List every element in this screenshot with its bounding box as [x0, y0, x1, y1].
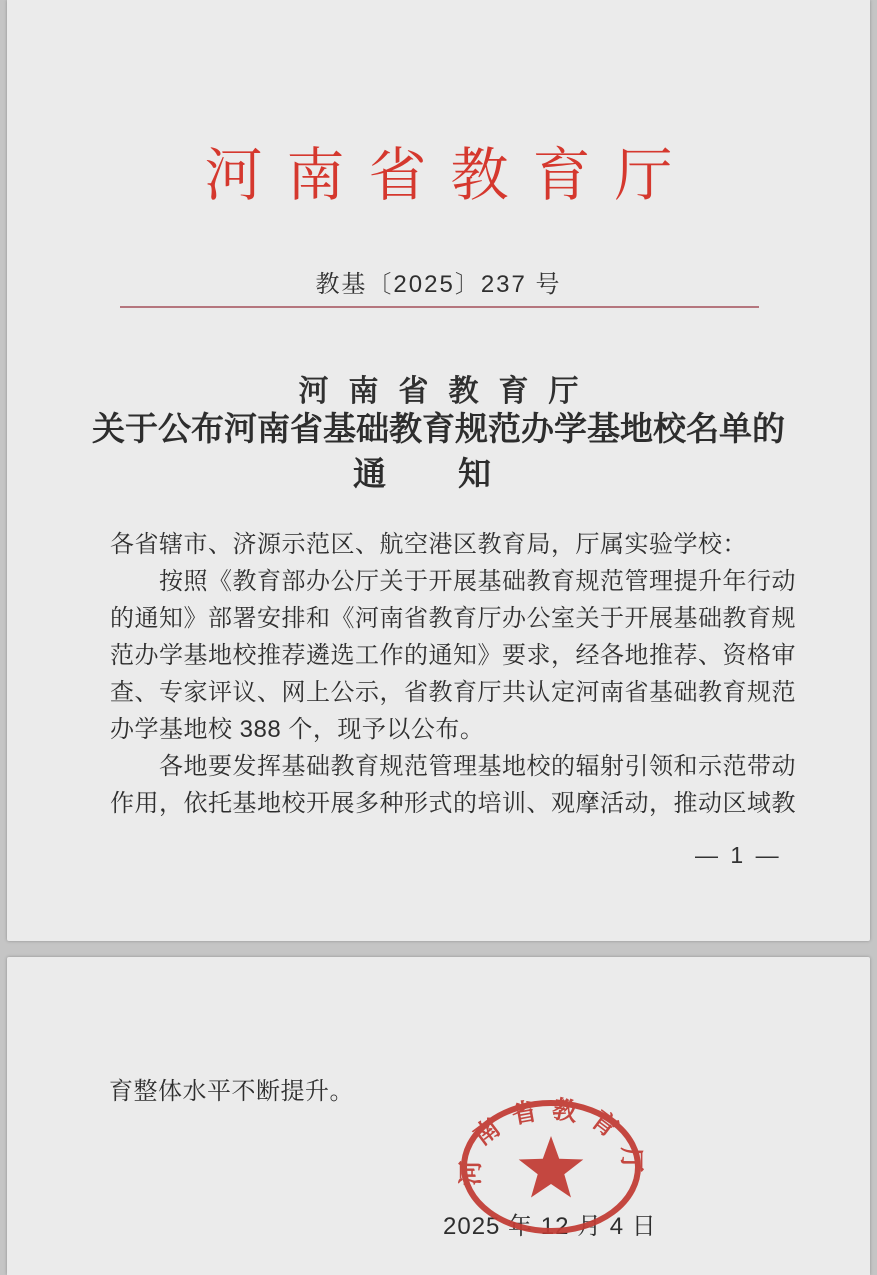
body-line: 的通知》部署安排和《河南省教育厅办公室关于开展基础教育规	[110, 605, 796, 632]
body-line: 按照《教育部办公厅关于开展基础教育规范管理提升年行动	[110, 568, 796, 595]
page-2	[7, 957, 870, 1275]
continuation-text: 育整体水平不断提升。	[109, 1078, 354, 1105]
document-number: 教基〔2025〕237 号	[315, 271, 562, 298]
body-line: 作用，依托基地校开展多种形式的培训、观摩活动，推动区域教	[110, 790, 796, 817]
body-line: 范办学基地校推荐遴选工作的通知》要求，经各地推荐、资格审	[110, 642, 796, 669]
page-number: — 1 —	[695, 842, 782, 868]
official-seal	[455, 1096, 647, 1240]
body-line: 办学基地校 388 个，现予以公布。	[110, 716, 485, 743]
body-line: 各省辖市、济源示范区、航空港区教育局，厅属实验学校：	[110, 531, 747, 558]
notice-title-line-2: 关于公布河南省基础教育规范办学基地校名单的	[92, 410, 785, 447]
body-line: 各地要发挥基础教育规范管理基地校的辐射引领和示范带动	[110, 753, 796, 780]
issue-date: 2025 年 12 月 4 日	[443, 1213, 657, 1240]
page-1	[7, 0, 870, 941]
red-divider-line	[120, 306, 759, 308]
body-text	[110, 526, 796, 822]
star-icon	[519, 1136, 584, 1198]
seal-text: 河南省教育厅	[456, 1096, 646, 1186]
seal-graphic	[455, 1096, 647, 1240]
notice-title-line-1: 河南省教育厅	[298, 375, 599, 408]
agency-header: 河南省教育厅	[204, 143, 697, 208]
body-line: 查、专家评议、网上公示，省教育厅共认定河南省基础教育规范	[110, 679, 796, 706]
notice-title-line-3: 通知	[353, 455, 563, 492]
